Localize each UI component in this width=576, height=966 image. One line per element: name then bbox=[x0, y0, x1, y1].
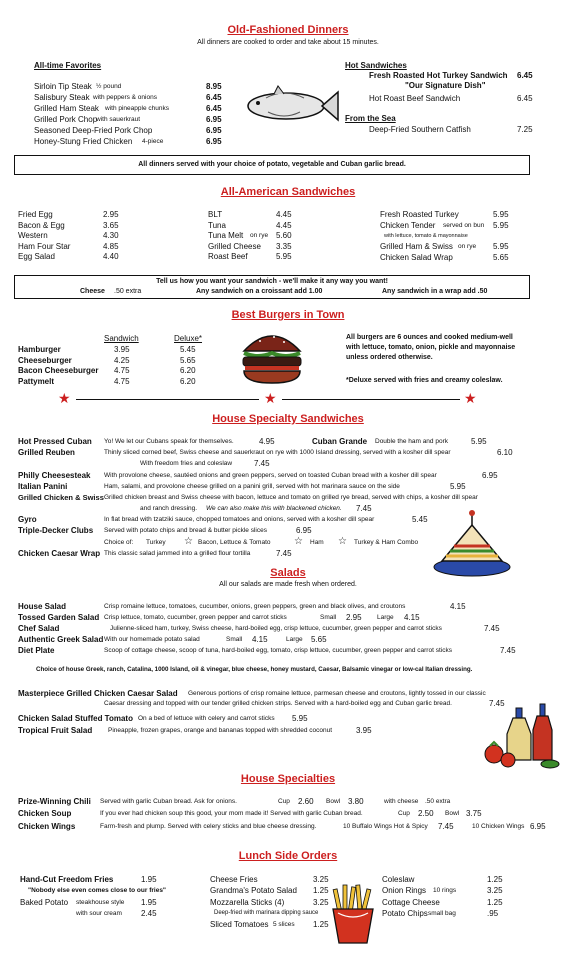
deluxe-note: *Deluxe served with fries and creamy coleslaw. bbox=[346, 377, 503, 384]
item-desc: With provolone cheese, sautéed onions and green peppers, served on toasted Cuban bread with a kosher dill spear bbox=[104, 472, 437, 479]
item-name: Sirloin Tip Steak bbox=[34, 82, 92, 91]
item-name: Tuna Melt bbox=[208, 231, 244, 240]
item-desc: Crisp lettuce, tomato, cucumber, green pepper and carrot sticks bbox=[104, 614, 287, 621]
item-price: 6.20 bbox=[180, 376, 196, 386]
item-note: steakhouse style bbox=[76, 899, 125, 906]
house-specialties-title: House Specialties bbox=[240, 773, 336, 785]
hot-item-name: Hot Roast Beef Sandwich bbox=[369, 94, 461, 103]
item-desc: Farm-fresh and plump. Served with celery sticks and blue cheese dressing. bbox=[100, 823, 317, 830]
club-choice: Bacon, Lettuce & Tomato bbox=[198, 539, 271, 546]
item-price: 7.45 bbox=[438, 822, 454, 831]
item-note: 5 slices bbox=[273, 921, 295, 928]
item-name: Tuna bbox=[208, 220, 226, 230]
item-price: 5.45 bbox=[180, 345, 196, 354]
item-price: 4.45 bbox=[276, 220, 292, 230]
item-price: 4.95 bbox=[259, 437, 275, 446]
item-price: 5.95 bbox=[493, 242, 509, 251]
cheese-price: .50 extra bbox=[114, 288, 142, 295]
size-label: Large bbox=[286, 636, 303, 643]
burgers-title: Best Burgers in Town bbox=[231, 309, 345, 321]
burgers-description: All burgers are 6 ounces and cooked medium-well with lettuce, tomato, onion, pickle and mayonnaise unless ordered otherwise. bbox=[346, 334, 516, 361]
item-name: Cheese Fries bbox=[210, 875, 258, 884]
item-price: 4.40 bbox=[103, 252, 119, 261]
item-price: 4.30 bbox=[103, 231, 119, 240]
item-desc: Grilled chicken breast and Swiss cheese with bacon, lettuce and tomato on grilled rye bread, served with chips, a kosher dill spear bbox=[104, 494, 478, 501]
item-price: 6.95 bbox=[206, 137, 222, 146]
fries-tagline: "Nobody else even comes close to our fries" bbox=[28, 887, 167, 894]
item-desc: Pineapple, frozen grapes, orange and bananas topped with shredded coconut bbox=[108, 727, 333, 734]
item-price: 5.65 bbox=[180, 355, 196, 365]
item-price: 4.75 bbox=[114, 376, 130, 386]
item-desc: Yo! We let our Cubans speak for themselves. bbox=[104, 438, 234, 445]
item-price: 3.25 bbox=[313, 875, 329, 884]
size-label: Cup bbox=[398, 810, 410, 817]
choice-label: Choice of: bbox=[104, 539, 134, 546]
item-name: Cottage Cheese bbox=[382, 898, 440, 907]
side-orders-title: Lunch Side Orders bbox=[238, 850, 338, 862]
item-name: Italian Panini bbox=[18, 482, 68, 491]
size-label: Bowl bbox=[445, 810, 460, 817]
item-name: Authentic Greek Salad bbox=[18, 635, 104, 644]
item-price: 3.95 bbox=[356, 726, 372, 735]
item-price: 5.45 bbox=[412, 515, 428, 524]
item-desc: Ham, salami, and provolone cheese grilled on a panini grill, served with hot marinara sauce on the side bbox=[104, 483, 400, 490]
item-name: Chicken Wings bbox=[18, 822, 76, 831]
item-price: 4.75 bbox=[114, 366, 130, 375]
item-name: Hot Pressed Cuban bbox=[18, 437, 92, 446]
item-price: 3.75 bbox=[466, 809, 482, 818]
item-name: Masterpiece Grilled Chicken Caesar Salad bbox=[18, 689, 178, 698]
american-title: All-American Sandwiches bbox=[220, 186, 356, 198]
from-the-sea-header: From the Sea bbox=[345, 114, 396, 123]
item-note: with sauerkraut bbox=[96, 116, 141, 123]
item-desc: Served with garlic Cuban bread. Ask for onions. bbox=[100, 798, 237, 805]
item-name: Honey-Stung Fried Chicken bbox=[34, 137, 133, 146]
item-price: 7.45 bbox=[489, 699, 505, 708]
item-price: 7.45 bbox=[254, 459, 270, 468]
item-name: Bacon Cheeseburger bbox=[18, 366, 99, 375]
item-desc: Double the ham and pork bbox=[375, 438, 448, 445]
item-desc: With our homemade potato salad bbox=[104, 636, 200, 643]
item-note: ½ pound bbox=[96, 83, 122, 90]
star-outline-icon: ☆ bbox=[294, 536, 303, 547]
item-price: 7.45 bbox=[356, 504, 372, 513]
item-name: Grilled Chicken & Swiss bbox=[18, 493, 104, 502]
item-price: 7.45 bbox=[276, 549, 292, 558]
croissant-option: Any sandwich on a croissant add 1.00 bbox=[196, 288, 323, 295]
item-desc: On a bed of lettuce with celery and carrot sticks bbox=[138, 715, 275, 722]
hot-item-name: Fresh Roasted Hot Turkey Sandwich bbox=[369, 71, 508, 80]
item-name: Roast Beef bbox=[208, 252, 248, 261]
item-price: 5.60 bbox=[276, 231, 292, 240]
item-price: 1.25 bbox=[313, 886, 329, 895]
item-price: 7.45 bbox=[484, 624, 500, 633]
item-price: 1.25 bbox=[487, 875, 503, 884]
item-name: Fried Egg bbox=[18, 210, 53, 219]
item-name: Sliced Tomatoes bbox=[210, 920, 269, 929]
wrap-option: Any sandwich in a wrap add .50 bbox=[382, 288, 488, 295]
item-desc: Served with potato chips and bread & butter pickle slices bbox=[104, 527, 267, 534]
oil-vinegar-icon bbox=[480, 700, 562, 770]
item-name: Diet Plate bbox=[18, 646, 55, 655]
item-name: Mozzarella Sticks (4) bbox=[210, 898, 285, 907]
item-name: Chicken Caesar Wrap bbox=[18, 549, 101, 558]
item-price: 2.50 bbox=[418, 809, 434, 818]
dinners-title: Old-Fashioned Dinners bbox=[227, 24, 349, 36]
size-label: Bowl bbox=[326, 798, 341, 805]
item-price: 6.45 bbox=[206, 104, 222, 113]
item-price: 1.95 bbox=[141, 898, 157, 907]
item-price: 5.95 bbox=[450, 482, 466, 491]
wings-option: 10 Buffalo Wings Hot & Spicy bbox=[343, 823, 428, 830]
item-price: 3.25 bbox=[487, 886, 503, 895]
item-price: 5.95 bbox=[292, 714, 308, 723]
hot-sandwiches-header: Hot Sandwiches bbox=[345, 61, 407, 70]
item-price: 2.95 bbox=[346, 613, 362, 622]
item-price: 6.95 bbox=[296, 526, 312, 535]
item-price: 3.35 bbox=[276, 241, 292, 251]
star-icon: ★ bbox=[464, 390, 477, 406]
item-price: 1.25 bbox=[313, 920, 329, 929]
item-price: 7.45 bbox=[500, 646, 516, 655]
item-name: Grilled Pork Chop bbox=[34, 115, 98, 124]
item-desc: Julienne-sliced ham, turkey, Swiss cheese, hard-boiled egg, crisp lettuce, cucumber, green pepper and carrot sticks bbox=[110, 625, 442, 632]
item-name: Chicken Soup bbox=[18, 809, 72, 818]
burger-icon bbox=[240, 325, 304, 387]
item-name: Ham Four Star bbox=[18, 241, 71, 251]
item-name: House Salad bbox=[18, 602, 67, 611]
item-name: Philly Cheesesteak bbox=[18, 471, 91, 480]
item-note: with sour cream bbox=[76, 910, 122, 917]
item-name: Baked Potato bbox=[20, 898, 69, 907]
item-price: .50 extra bbox=[425, 798, 451, 805]
cheese-label: Cheese bbox=[80, 288, 105, 295]
item-price: 4.15 bbox=[450, 602, 466, 611]
item-price: 1.95 bbox=[141, 875, 157, 884]
item-name: Bacon & Egg bbox=[18, 220, 65, 230]
item-name: Chicken Salad Wrap bbox=[380, 253, 453, 262]
item-name: Western bbox=[18, 231, 48, 240]
item-desc: Thinly sliced corned beef, Swiss cheese and sauerkraut on rye with 1000 Island dressing, served with a kosher dill spear bbox=[104, 449, 451, 456]
item-price: 1.25 bbox=[487, 898, 503, 907]
item-price: 2.60 bbox=[298, 797, 314, 806]
item-price: 6.95 bbox=[206, 115, 222, 124]
item-note: on rye bbox=[250, 232, 269, 239]
item-name: Grandma's Potato Salad bbox=[210, 886, 297, 895]
item-note: with lettuce, tomato & mayonnaise bbox=[384, 233, 468, 239]
item-name: Hamburger bbox=[18, 345, 61, 354]
item-desc: This classic salad jammed into a grilled flour tortilla bbox=[104, 550, 251, 557]
item-name: Triple-Decker Clubs bbox=[18, 526, 94, 535]
item-price: 5.65 bbox=[311, 635, 327, 644]
item-note: 4-piece bbox=[142, 138, 164, 145]
item-price: 6.95 bbox=[530, 822, 546, 831]
item-price: 3.80 bbox=[348, 797, 364, 806]
size-label: Small bbox=[320, 614, 337, 621]
item-name: Grilled Reuben bbox=[18, 448, 75, 457]
size-label: Cup bbox=[278, 798, 290, 805]
club-choice: Ham bbox=[310, 539, 324, 546]
item-note: small bag bbox=[428, 910, 456, 917]
item-price: 2.95 bbox=[103, 210, 119, 219]
item-price: 5.95 bbox=[493, 210, 509, 219]
item-price: 6.45 bbox=[206, 93, 222, 102]
item-price: 4.15 bbox=[252, 635, 268, 644]
club-choice: Turkey & Ham Combo bbox=[354, 539, 419, 546]
item-name: Coleslaw bbox=[382, 875, 415, 884]
club-choice: Turkey bbox=[146, 539, 166, 546]
hot-item-price: 6.45 bbox=[517, 94, 533, 103]
item-name: Chicken Salad Stuffed Tomato bbox=[18, 714, 133, 723]
sea-item-name: Deep-Fried Southern Catfish bbox=[369, 125, 471, 134]
dinners-subtitle: All dinners are cooked to order and take about 15 minutes. bbox=[197, 39, 379, 46]
divider bbox=[282, 399, 460, 400]
item-note: with pineapple chunks bbox=[105, 105, 169, 112]
item-price: 5.95 bbox=[471, 437, 487, 446]
item-name: Prize-Winning Chili bbox=[18, 797, 91, 806]
fish-icon bbox=[244, 82, 340, 126]
item-price: 6.95 bbox=[206, 126, 222, 135]
item-name: Gyro bbox=[18, 515, 37, 524]
item-name: Grilled Cheese bbox=[208, 241, 261, 251]
item-note: on rye bbox=[458, 243, 477, 250]
item-desc: With freedom fries and coleslaw bbox=[140, 460, 233, 467]
item-name: Grilled Ham & Swiss bbox=[380, 242, 453, 251]
item-price: 5.95 bbox=[276, 252, 292, 261]
item-name: Seasoned Deep-Fried Pork Chop bbox=[34, 126, 153, 135]
item-desc: Generous portions of crisp romaine lettuce, parmesan cheese and croutons, lightly tossed in our classic bbox=[188, 690, 486, 697]
item-name: Grilled Ham Steak bbox=[34, 104, 99, 113]
specialty-title: House Specialty Sandwiches bbox=[212, 413, 364, 425]
item-price: 5.95 bbox=[493, 221, 509, 230]
wings-option: 10 Chicken Wings bbox=[472, 823, 525, 830]
burger-col-sandwich: Sandwich bbox=[104, 334, 139, 343]
item-price: 4.85 bbox=[103, 241, 119, 251]
signature-dish-tag: "Our Signature Dish" bbox=[405, 81, 486, 90]
star-icon: ★ bbox=[58, 390, 71, 406]
star-outline-icon: ☆ bbox=[184, 536, 193, 547]
favorites-header: All-time Favorites bbox=[34, 61, 102, 70]
item-price: 3.65 bbox=[103, 220, 119, 230]
item-price: 6.20 bbox=[180, 366, 196, 375]
item-note: Deep-fried with marinara dipping sauce bbox=[214, 910, 319, 916]
burger-col-deluxe: Deluxe* bbox=[174, 334, 203, 343]
salads-title: Salads bbox=[270, 567, 306, 579]
item-price: 4.25 bbox=[114, 355, 130, 365]
item-name: Pattymelt bbox=[18, 376, 55, 386]
item-name: Cheeseburger bbox=[18, 355, 72, 365]
item-desc: Crisp romaine lettuce, tomatoes, cucumber, onions, green peppers, green and black olives, and croutons bbox=[104, 603, 406, 610]
hot-item-price: 6.45 bbox=[517, 71, 533, 80]
item-desc: We can also make this with blackened chicken. bbox=[206, 505, 342, 512]
item-price: 2.45 bbox=[141, 909, 157, 918]
item-name: Hand-Cut Freedom Fries bbox=[20, 875, 114, 884]
size-label: Large bbox=[377, 614, 394, 621]
item-price: 5.65 bbox=[493, 253, 509, 262]
item-note: with peppers & onions bbox=[93, 94, 157, 101]
sandwich-options-text: Tell us how you want your sandwich - we'll make it any way you want! bbox=[156, 278, 388, 285]
item-note: served on bun bbox=[443, 222, 485, 229]
dressing-choices: Choice of house Greek, ranch, Catalina, 1000 Island, oil & vinegar, blue cheese, honey mustard, Caesar, Balsamic vinegar or low-cal Italian dressing. bbox=[36, 666, 473, 673]
size-label: with cheese bbox=[384, 798, 419, 805]
item-name: Tropical Fruit Salad bbox=[18, 726, 93, 735]
item-desc: Scoop of cottage cheese, scoop of tuna, hard-boiled egg, tomato, crisp lettuce, cucumber, green pepper and carrot sticks bbox=[104, 647, 452, 654]
item-note: 10 rings bbox=[433, 887, 457, 894]
item-name: BLT bbox=[208, 210, 223, 219]
item-desc: In flat bread with tzatziki sauce, chopped tomatoes and onions, served with a kosher dill spear bbox=[104, 516, 375, 523]
item-price: 6.95 bbox=[482, 471, 498, 480]
item-name: Salisbury Steak bbox=[34, 93, 90, 102]
item-price: 3.25 bbox=[313, 898, 329, 907]
salads-subtitle: All our salads are made fresh when ordered. bbox=[219, 581, 357, 588]
sea-item-price: 7.25 bbox=[517, 125, 533, 134]
french-fries-icon bbox=[328, 883, 378, 945]
dinners-banner-text: All dinners served with your choice of potato, vegetable and Cuban garlic bread. bbox=[138, 161, 406, 168]
item-name: Chicken Tender bbox=[380, 221, 436, 230]
item-price: 4.45 bbox=[276, 210, 292, 219]
item-name: Tossed Garden Salad bbox=[18, 613, 100, 622]
item-desc: and ranch dressing. bbox=[140, 505, 198, 512]
item-name: Fresh Roasted Turkey bbox=[380, 210, 459, 219]
item-name: Chef Salad bbox=[18, 624, 60, 633]
star-icon: ★ bbox=[264, 390, 277, 406]
item-price: 4.15 bbox=[404, 613, 420, 622]
item-name: Egg Salad bbox=[18, 252, 55, 261]
item-name: Cuban Grande bbox=[312, 437, 368, 446]
divider bbox=[76, 399, 259, 400]
item-name: Potato Chips bbox=[382, 909, 428, 918]
star-outline-icon: ☆ bbox=[338, 536, 347, 547]
item-name: Onion Rings bbox=[382, 886, 427, 895]
item-price: 8.95 bbox=[206, 82, 222, 91]
item-price: 3.95 bbox=[114, 345, 130, 354]
item-price: .95 bbox=[487, 909, 499, 918]
item-desc: If you ever had chicken soup this good, your mom made it! Served with garlic Cuban bread. bbox=[100, 810, 363, 817]
item-desc: Caesar dressing and topped with our tender grilled chicken strips. Served with a hard-boiled egg and Cuban garlic bread. bbox=[104, 700, 452, 707]
size-label: Small bbox=[226, 636, 243, 643]
item-price: 6.10 bbox=[497, 448, 513, 457]
